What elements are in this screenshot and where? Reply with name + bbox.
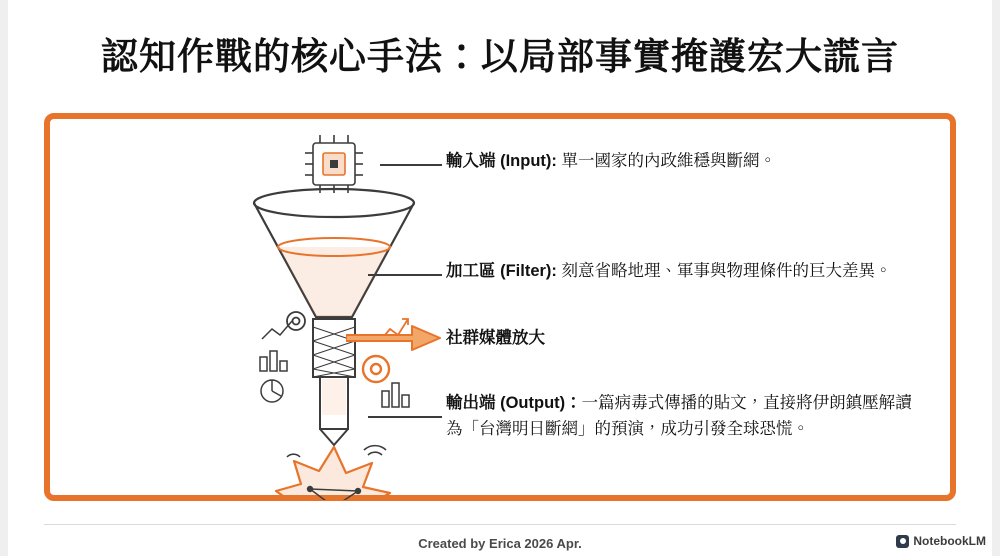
callout-input-text: 單一國家的內政維穩與斷網。 [556,152,776,170]
callout-filter [446,259,896,285]
page-title: 認知作戰的核心手法：以局部事實掩護宏大謊言 [101,36,899,77]
funnel-liquid [278,247,390,317]
callout-output [446,391,921,442]
callout-filter-label: 加工區 (Filter): [446,262,557,280]
page-edge-right [992,0,1000,556]
leader-line-input [380,164,442,166]
notebooklm-icon [896,535,909,548]
callout-output-text: 一篇病毒式傳播的貼文，直接將伊朗鎮壓解讀為「台灣明日斷網」的預演，成功引發全球恐慌。 [446,394,912,438]
funnel-illustration [200,125,500,500]
footer-divider [44,524,956,525]
page-edge-left [0,0,8,556]
explosion-network-icon [248,446,420,500]
callout-output-label: 輸出端 (Output)： [446,394,582,412]
orange-arrow-icon [346,323,442,353]
callout-filter-text: 刻意省略地理、軍事與物理條件的巨大差異。 [556,262,892,280]
callout-input-label: 輸入端 (Input): [446,152,557,170]
diagram-panel [44,113,956,501]
leader-line-output [368,416,442,418]
brand-notebooklm [896,534,986,548]
footer-credit: Created by Erica 2026 Apr. [418,536,582,551]
chip-icon [305,135,363,193]
callout-amplify: 社群媒體放大 [446,329,545,347]
leader-line-filter [368,274,442,276]
brand-label: NotebookLM [913,534,986,548]
callout-input [446,149,916,175]
